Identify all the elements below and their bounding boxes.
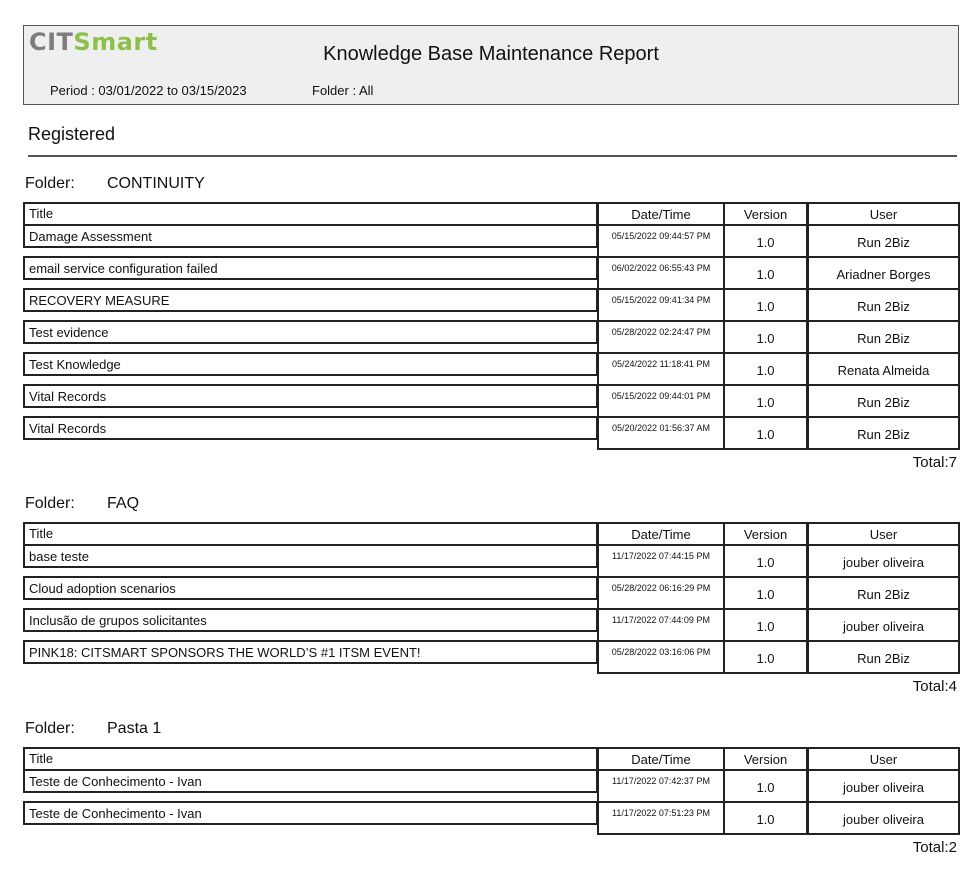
row-user: Run 2Biz bbox=[807, 640, 960, 674]
folder-key: Folder: bbox=[25, 175, 75, 192]
row-datetime: 11/17/2022 07:44:15 PM bbox=[597, 544, 725, 578]
row-version: 1.0 bbox=[723, 416, 808, 450]
row-user: Renata Almeida bbox=[807, 352, 960, 386]
row-version: 1.0 bbox=[723, 576, 808, 610]
row-datetime: 05/15/2022 09:41:34 PM bbox=[597, 288, 725, 322]
table-row bbox=[23, 640, 960, 672]
section-title: Registered bbox=[28, 124, 116, 144]
row-version: 1.0 bbox=[723, 288, 808, 322]
report-period: Period : 03/01/2022 to 03/15/2023 bbox=[50, 83, 247, 98]
row-datetime: 05/20/2022 01:56:37 AM bbox=[597, 416, 725, 450]
row-user: jouber oliveira bbox=[807, 769, 960, 803]
folder-key: Folder: bbox=[25, 720, 75, 737]
column-header-datetime: Date/Time bbox=[597, 747, 725, 771]
folder-label bbox=[23, 717, 960, 747]
report-title: Knowledge Base Maintenance Report bbox=[323, 43, 659, 65]
row-version: 1.0 bbox=[723, 608, 808, 642]
folder-key: Folder: bbox=[25, 495, 75, 512]
column-header-version: Version bbox=[723, 202, 808, 226]
row-version: 1.0 bbox=[723, 544, 808, 578]
row-title: Vital Records bbox=[23, 416, 598, 440]
folder-total: Total:7 bbox=[912, 454, 957, 471]
row-version: 1.0 bbox=[723, 352, 808, 386]
column-header-user: User bbox=[807, 747, 960, 771]
row-user: Ariadner Borges bbox=[807, 256, 960, 290]
row-title: RECOVERY MEASURE bbox=[23, 288, 598, 312]
row-datetime: 11/17/2022 07:51:23 PM bbox=[597, 801, 725, 835]
folder-name: Pasta 1 bbox=[107, 720, 162, 737]
logo-part-cit: CIT bbox=[29, 28, 74, 56]
report-folder-filter: Folder : All bbox=[312, 83, 374, 98]
row-title: PINK18: CITSMART SPONSORS THE WORLD’S #1 ITSM EVENT! bbox=[23, 640, 598, 664]
row-user: jouber oliveira bbox=[807, 544, 960, 578]
row-version: 1.0 bbox=[723, 224, 808, 258]
row-title: Test evidence bbox=[23, 320, 598, 344]
folder-total: Total:2 bbox=[912, 839, 957, 856]
table-row bbox=[23, 576, 960, 608]
row-user: Run 2Biz bbox=[807, 576, 960, 610]
column-header-title: Title bbox=[23, 747, 598, 771]
table-row bbox=[23, 608, 960, 640]
row-user: Run 2Biz bbox=[807, 384, 960, 418]
row-title: Vital Records bbox=[23, 384, 598, 408]
table-row bbox=[23, 769, 960, 801]
column-header-user: User bbox=[807, 522, 960, 546]
table-header-row bbox=[23, 522, 960, 544]
table-header-row bbox=[23, 747, 960, 769]
column-header-datetime: Date/Time bbox=[597, 202, 725, 226]
row-datetime: 05/24/2022 11:18:41 PM bbox=[597, 352, 725, 386]
folder-block-pasta-1 bbox=[23, 717, 960, 859]
table-row bbox=[23, 416, 960, 448]
row-datetime: 11/17/2022 07:42:37 PM bbox=[597, 769, 725, 803]
row-datetime: 05/28/2022 02:24:47 PM bbox=[597, 320, 725, 354]
column-header-title: Title bbox=[23, 522, 598, 546]
column-header-version: Version bbox=[723, 747, 808, 771]
table-row bbox=[23, 224, 960, 256]
row-title: base teste bbox=[23, 544, 598, 568]
table-row bbox=[23, 801, 960, 833]
row-user: jouber oliveira bbox=[807, 801, 960, 835]
row-version: 1.0 bbox=[723, 320, 808, 354]
row-version: 1.0 bbox=[723, 769, 808, 803]
row-datetime: 05/15/2022 09:44:57 PM bbox=[597, 224, 725, 258]
table-row bbox=[23, 288, 960, 320]
table-row bbox=[23, 384, 960, 416]
table-row bbox=[23, 352, 960, 384]
folder-block-faq bbox=[23, 492, 960, 698]
row-datetime: 05/28/2022 06:16:29 PM bbox=[597, 576, 725, 610]
row-datetime: 11/17/2022 07:44:09 PM bbox=[597, 608, 725, 642]
table-row bbox=[23, 544, 960, 576]
row-title: Inclusão de grupos solicitantes bbox=[23, 608, 598, 632]
row-title: email service configuration failed bbox=[23, 256, 598, 280]
logo-part-smart: Smart bbox=[73, 28, 158, 56]
column-header-user: User bbox=[807, 202, 960, 226]
table-row bbox=[23, 320, 960, 352]
table-header-row bbox=[23, 202, 960, 224]
row-version: 1.0 bbox=[723, 256, 808, 290]
row-datetime: 06/02/2022 06:55:43 PM bbox=[597, 256, 725, 290]
row-version: 1.0 bbox=[723, 801, 808, 835]
folder-label bbox=[23, 172, 960, 202]
folder-block-continuity bbox=[23, 172, 960, 474]
row-datetime: 05/15/2022 09:44:01 PM bbox=[597, 384, 725, 418]
column-header-version: Version bbox=[723, 522, 808, 546]
row-version: 1.0 bbox=[723, 640, 808, 674]
row-version: 1.0 bbox=[723, 384, 808, 418]
folder-total: Total:4 bbox=[912, 678, 957, 695]
row-datetime: 05/28/2022 03:16:06 PM bbox=[597, 640, 725, 674]
row-title: Teste de Conhecimento - Ivan bbox=[23, 801, 598, 825]
row-user: Run 2Biz bbox=[807, 224, 960, 258]
folder-name: CONTINUITY bbox=[107, 175, 205, 192]
row-user: Run 2Biz bbox=[807, 416, 960, 450]
column-header-datetime: Date/Time bbox=[597, 522, 725, 546]
row-title: Cloud adoption scenarios bbox=[23, 576, 598, 600]
section-divider bbox=[28, 155, 957, 157]
report-header bbox=[23, 25, 959, 105]
folder-label bbox=[23, 492, 960, 522]
column-header-title: Title bbox=[23, 202, 598, 226]
row-user: Run 2Biz bbox=[807, 288, 960, 322]
row-title: Teste de Conhecimento - Ivan bbox=[23, 769, 598, 793]
row-user: jouber oliveira bbox=[807, 608, 960, 642]
folder-name: FAQ bbox=[107, 495, 140, 512]
row-title: Test Knowledge bbox=[23, 352, 598, 376]
row-user: Run 2Biz bbox=[807, 320, 960, 354]
table-row bbox=[23, 256, 960, 288]
row-title: Damage Assessment bbox=[23, 224, 598, 248]
